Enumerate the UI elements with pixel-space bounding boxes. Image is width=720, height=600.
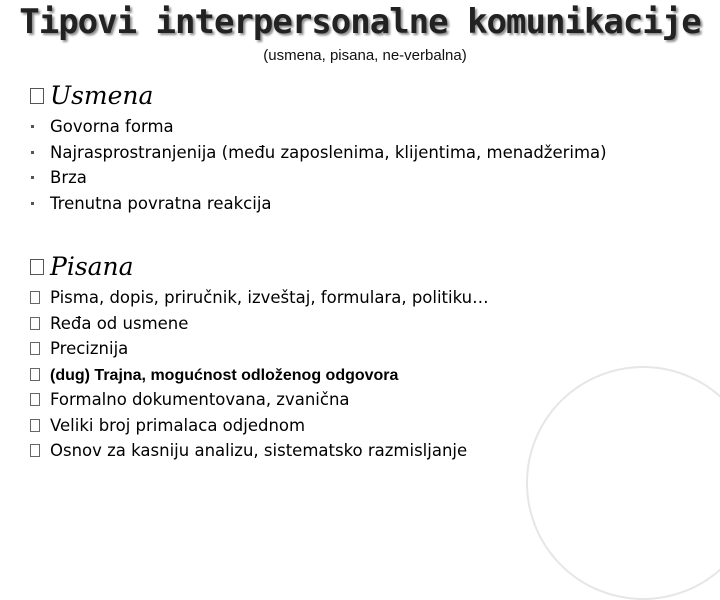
bullet-dot-icon — [31, 125, 34, 128]
bullet-dot-icon — [31, 202, 34, 205]
usmena-list — [30, 114, 607, 216]
section-heading-label: Usmena — [50, 81, 154, 110]
list-item: (dug) Trajna, mogućnost odloženog odgovora — [30, 362, 489, 388]
slide-title: Tipovi interpersonalne komunikacije — [19, 2, 701, 42]
square-bullet-icon — [30, 419, 40, 432]
list-item: Pisma, dopis, priručnik, izveštaj, formulara, politiku… — [30, 285, 489, 311]
slide-subtitle: (usmena, pisana, ne-verbalna) — [263, 47, 467, 64]
square-bullet-icon — [30, 368, 40, 381]
section-heading-pisana — [30, 252, 134, 281]
section-heading-label: Pisana — [50, 252, 134, 281]
list-item: Ređa od usmene — [30, 311, 489, 337]
list-item: Trenutna povratna reakcija — [30, 191, 607, 217]
list-item: Najrasprostranjenija (među zaposlenima, klijentima, menadžerima) — [30, 140, 607, 166]
list-item: Brza — [30, 165, 607, 191]
list-item: Govorna forma — [30, 114, 607, 140]
pisana-list — [30, 285, 489, 464]
list-item: Veliki broj primalaca odjednom — [30, 413, 489, 439]
square-bullet-icon — [30, 317, 40, 330]
square-bullet-icon — [30, 291, 40, 304]
checkbox-bullet-icon — [30, 88, 44, 104]
square-bullet-icon — [30, 444, 40, 457]
list-item: Osnov za kasniju analizu, sistematsko razmisljanje — [30, 438, 489, 464]
bullet-dot-icon — [31, 176, 34, 179]
square-bullet-icon — [30, 393, 40, 406]
checkbox-bullet-icon — [30, 259, 44, 275]
background-decoration — [526, 366, 720, 600]
section-heading-usmena — [30, 81, 153, 110]
bullet-dot-icon — [31, 151, 34, 154]
list-item: Formalno dokumentovana, zvanična — [30, 387, 489, 413]
square-bullet-icon — [30, 342, 40, 355]
list-item: Preciznija — [30, 336, 489, 362]
